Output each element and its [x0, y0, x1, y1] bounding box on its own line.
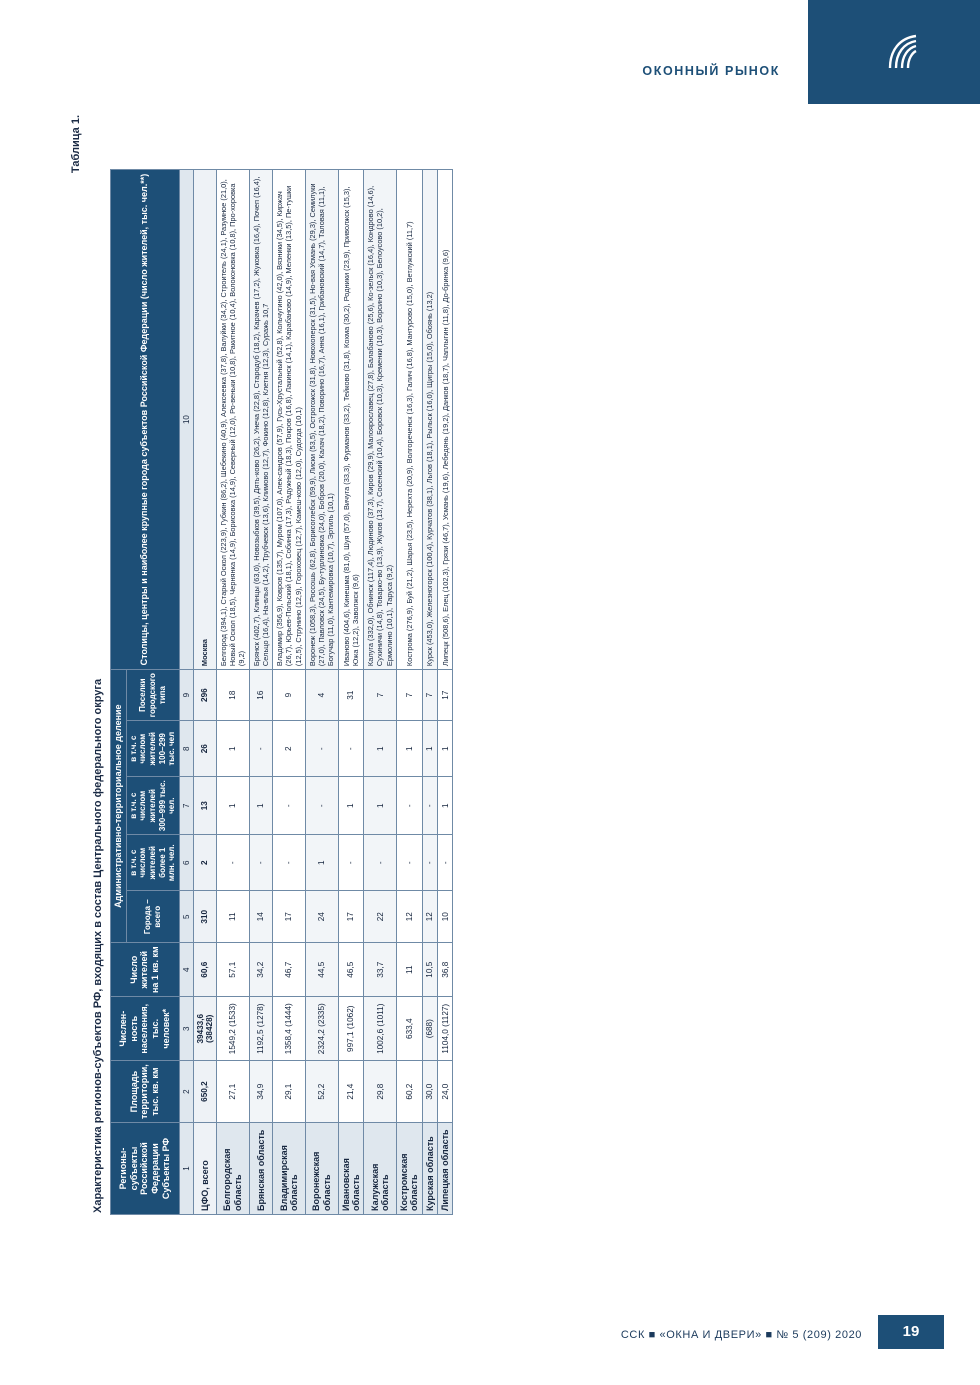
table-row — [305, 170, 338, 1215]
cell-settlements: 18 — [216, 670, 249, 721]
cell-cities-100-299: 1 — [216, 721, 249, 777]
cell-capitals: Липецк (508,6), Елец (102,3), Грязи (46,7), Усмань (19,6), Лебедянь (19,2), Данков (18,7), Чаплыгин (11,8), До-бринка (9,6) — [437, 170, 452, 670]
colnum-3: 3 — [179, 997, 193, 1061]
cell-cities-300-999: - — [273, 777, 306, 835]
cell-density: 57,1 — [216, 943, 249, 997]
cell-density: 46,7 — [273, 943, 306, 997]
table-row — [396, 170, 422, 1215]
cell-settlements: 31 — [338, 670, 364, 721]
cell-area: 29,8 — [364, 1061, 397, 1123]
cell-cities-total: 22 — [364, 891, 397, 943]
cell-region-name: Калужская область — [364, 1123, 397, 1215]
table-number: Таблица 1. — [70, 115, 82, 174]
cell-cities-1mln: - — [396, 835, 422, 891]
cell-population: 633,4 — [396, 997, 422, 1061]
cell-cities-300-999: 1 — [364, 777, 397, 835]
page-number: 19 — [878, 1315, 944, 1349]
cell-region-name: Белгородская область — [216, 1123, 249, 1215]
cell-area: 29,1 — [273, 1061, 306, 1123]
cell-area: 60,2 — [396, 1061, 422, 1123]
cell-population: 39433,6 (38428) — [193, 997, 216, 1061]
cell-cities-total: 14 — [249, 891, 273, 943]
cell-density: 60,6 — [193, 943, 216, 997]
colnum-1: 1 — [179, 1123, 193, 1215]
cell-capitals: Курск (453,0), Железногорск (100,4), Курчатов (38,1), Льгов (18,1), Рыльск (16,0), Щигры (15,0), Обоянь (13,2) — [422, 170, 437, 670]
table-caption: Характеристика регионов-субъектов РФ, входящих в состав Центрального федерального округа — [92, 678, 104, 1213]
colnum-10: 10 — [179, 170, 193, 670]
cell-cities-1mln: 2 — [193, 835, 216, 891]
table-row — [249, 170, 273, 1215]
cell-cities-300-999: 1 — [437, 777, 452, 835]
cell-cities-1mln: - — [422, 835, 437, 891]
cell-density: 44,5 — [305, 943, 338, 997]
cell-density: 34,2 — [249, 943, 273, 997]
cell-area: 30,0 — [422, 1061, 437, 1123]
cell-density: 11 — [396, 943, 422, 997]
cell-cities-total: 17 — [338, 891, 364, 943]
table-row — [193, 170, 216, 1215]
cell-area: 24,0 — [437, 1061, 452, 1123]
cell-cities-1mln: - — [364, 835, 397, 891]
colnum-8: 8 — [179, 721, 193, 777]
section-title: ОКОННЫЙ РЫНОК — [642, 64, 780, 78]
cell-area: 650,2 — [193, 1061, 216, 1123]
colnum-7: 7 — [179, 777, 193, 835]
cell-area: 52,2 — [305, 1061, 338, 1123]
cell-cities-total: 12 — [396, 891, 422, 943]
colnum-2: 2 — [179, 1061, 193, 1123]
cell-region-name: ЦФО, всего — [193, 1123, 216, 1215]
cell-settlements: 7 — [364, 670, 397, 721]
cell-region-name: Владимирская область — [273, 1123, 306, 1215]
cell-density: 33,7 — [364, 943, 397, 997]
cell-population: 997,1 (1062) — [338, 997, 364, 1061]
cell-cities-300-999: 1 — [249, 777, 273, 835]
cell-cities-300-999: - — [305, 777, 338, 835]
cell-area: 21,4 — [338, 1061, 364, 1123]
column-number-row — [179, 170, 193, 1215]
table-row — [437, 170, 452, 1215]
cell-density: 46,5 — [338, 943, 364, 997]
cell-capitals: Иваново (404,6), Кинешма (81,0), Шуя (57,0), Вичуга (33,3), Фурманов (33,2), Тейково (31,8), Кохма (30,2), Родники (23,9), Приволжск (15,3), Южа (12,2), Заволжск (9,6) — [338, 170, 364, 670]
cell-cities-total: 12 — [422, 891, 437, 943]
cell-population: 1549,2 (1533) — [216, 997, 249, 1061]
cell-region-name: Воронежская область — [305, 1123, 338, 1215]
col-header-cities-100-299: в т.ч. с числом жителей 100–299 тыс. чел — [126, 721, 179, 777]
cell-cities-total: 310 — [193, 891, 216, 943]
cell-region-name: Курская область — [422, 1123, 437, 1215]
cell-settlements: 9 — [273, 670, 306, 721]
cell-capitals: Кострома (276,9), Буй (21,2), Шарья (23,5), Нерехта (20,9), Волгореченск (16,3), Галич (16,8), Мантурово (15,0), Ветлужский (11,7) — [396, 170, 422, 670]
cell-settlements: 7 — [396, 670, 422, 721]
cell-capitals: Белгород (394,1), Старый Оскол (223,9), Губкин (86,2), Шебекино (40,9), Алексеевка (37,8), Валуйки (34,2), Строитель (24,1), Разумное (21,0), Новый Оскол (18,5), Чернянка (14,9), Борисовка (14,9), Северный (12,0), Ро-веньки (10,8), Ракитное (10,4), Волоконовка (10,8), Про-хоровка (9,2) — [216, 170, 249, 670]
cell-cities-300-999: - — [422, 777, 437, 835]
col-header-region: Регионы-субъекты Российской Федерации Субъекты РФ — [111, 1123, 180, 1215]
cell-settlements: 16 — [249, 670, 273, 721]
col-header-cities-total: Города – всего — [126, 891, 179, 943]
cell-cities-1mln: - — [273, 835, 306, 891]
cell-population: (688) — [422, 997, 437, 1061]
cell-capitals: Калуга (332,0), Обнинск (117,4), Людиново (37,3), Киров (29,9), Малоярославец (27,8), Балабаново (25,6), Ко-зельск (16,4), Кондрово (14,6), Сухиничи (14,8), Товарко-во (13,9), Жуков (13,7), Сосенский (10,4), Боровск (10,3), Кременки (10,3), Ворсино (10,3), Белоусово (10,2), Ермолино (10,1), Таруса (9,2) — [364, 170, 397, 670]
colnum-4: 4 — [179, 943, 193, 997]
cell-cities-total: 10 — [437, 891, 452, 943]
cell-cities-100-299: - — [305, 721, 338, 777]
cell-cities-100-299: - — [249, 721, 273, 777]
cell-region-name: Липецкая область — [437, 1123, 452, 1215]
colnum-5: 5 — [179, 891, 193, 943]
cell-population: 1002,6 (1011) — [364, 997, 397, 1061]
colnum-6: 6 — [179, 835, 193, 891]
col-header-cities-300-999: в т.ч. с числом жителей 300–999 тыс. чел. — [126, 777, 179, 835]
regions-table — [110, 169, 453, 1215]
cell-cities-1mln: - — [249, 835, 273, 891]
colnum-9: 9 — [179, 670, 193, 721]
cell-cities-total: 11 — [216, 891, 249, 943]
cell-cities-1mln: - — [437, 835, 452, 891]
cell-area: 27,1 — [216, 1061, 249, 1123]
table-row — [422, 170, 437, 1215]
col-header-cities-1mln: в т.ч. с числом жителей более 1 млн. чел. — [126, 835, 179, 891]
footer — [0, 1315, 980, 1349]
cell-capitals: Владимир (356,9), Ковров (135,7), Муром (107,0), Алек-сандров (57,9), Гусь-Хрустальный (52,8), Кольчугино (42,0), Вязники (34,5), Киржач (26,7), Юрьев-Польский (18,1), Собинка (17,3), Радужный (18,3), Покров (16,8), Лакинск (14,1), Карабаново (14,9), Меленки (13,5), Пе-тушки (12,5), Струнино (12,9), Гороховец (12,7), Камеш-ково (12,0), Судогда (10,1) — [273, 170, 306, 670]
cell-cities-300-999: 1 — [338, 777, 364, 835]
cell-density: 10,5 — [422, 943, 437, 997]
col-header-capitals: Столицы, центры и наиболее крупные города субъектов Российской Федерации (число жителей, тыс. чел.**) — [111, 170, 180, 670]
col-header-group-admin: Административно-территориальное деление — [111, 670, 127, 943]
cell-cities-1mln: 1 — [305, 835, 338, 891]
cell-cities-100-299: 1 — [396, 721, 422, 777]
table-row — [273, 170, 306, 1215]
cell-cities-1mln: - — [216, 835, 249, 891]
cell-settlements: 17 — [437, 670, 452, 721]
table-row — [338, 170, 364, 1215]
cell-cities-100-299: 2 — [273, 721, 306, 777]
cell-cities-300-999: 13 — [193, 777, 216, 835]
cell-population: 2324,2 (2335) — [305, 997, 338, 1061]
cell-settlements: 7 — [422, 670, 437, 721]
cell-cities-100-299: 1 — [422, 721, 437, 777]
cell-cities-1mln: - — [338, 835, 364, 891]
cell-capitals: Брянск (402,7), Клинцы (63,0), Новозыбков (39,5), Дять-ково (26,2), Унеча (22,8), Стародуб (18,2), Карачев (17,2), Жуковка (16,4), Почеп (16,4), Сельцо (16,4), На-влья (14,2), Трубчевск (13,6), Климово (12,7), Фокино (12,8), Клетня (12,3), Суражь 10,7 — [249, 170, 273, 670]
cell-population: 1104,0 (1127) — [437, 997, 452, 1061]
cell-cities-100-299: 1 — [364, 721, 397, 777]
cell-population: 1192,5 (1278) — [249, 997, 273, 1061]
table-container — [70, 115, 932, 1215]
cell-settlements: 296 — [193, 670, 216, 721]
publisher-logo-icon — [882, 30, 928, 76]
cell-area: 34,9 — [249, 1061, 273, 1123]
table-body — [193, 170, 453, 1215]
col-header-density: Число жителей на 1 кв. км — [111, 943, 180, 997]
cell-cities-total: 17 — [273, 891, 306, 943]
cell-capitals: Воронеж (1058,3), Россошь (62,8), Борисоглебск (59,9), Лиски (53,5), Острогожск (31,8), Новохоперск (31,5), Но-вая Усмань (29,3), Семилуки (27,0), Павловск (24,5), Бу-турлиновка (24,0), Бобров (20,0), Калач (18,2), Поворино (16,7), Анна (16,1), Грибановский (14,7), Таловая (11,1), Богучар (11,0), Кантемировка (10,7), Эртиль (10,1) — [305, 170, 338, 670]
cell-cities-total: 24 — [305, 891, 338, 943]
cell-region-name: Ивановская область — [338, 1123, 364, 1215]
col-header-settlements: Поселки городского типа — [126, 670, 179, 721]
cell-cities-100-299: - — [338, 721, 364, 777]
cell-cities-100-299: 26 — [193, 721, 216, 777]
cell-population: 1358,4 (1444) — [273, 997, 306, 1061]
cell-density: 36,8 — [437, 943, 452, 997]
cell-region-name: Брянская область — [249, 1123, 273, 1215]
table-row — [364, 170, 397, 1215]
cell-settlements: 4 — [305, 670, 338, 721]
footer-issue-text: ССК ■ «ОКНА И ДВЕРИ» ■ № 5 (209) 2020 — [620, 1329, 862, 1341]
cell-cities-300-999: - — [396, 777, 422, 835]
cell-region-name: Костромская область — [396, 1123, 422, 1215]
table-row — [216, 170, 249, 1215]
cell-cities-300-999: 1 — [216, 777, 249, 835]
col-header-area: Площадь территории, тыс. кв. км — [111, 1061, 180, 1123]
cell-cities-100-299: 1 — [437, 721, 452, 777]
col-header-population: Числен-ность населения, тыс. человек* — [111, 997, 180, 1061]
cell-capitals: Москва — [193, 170, 216, 670]
